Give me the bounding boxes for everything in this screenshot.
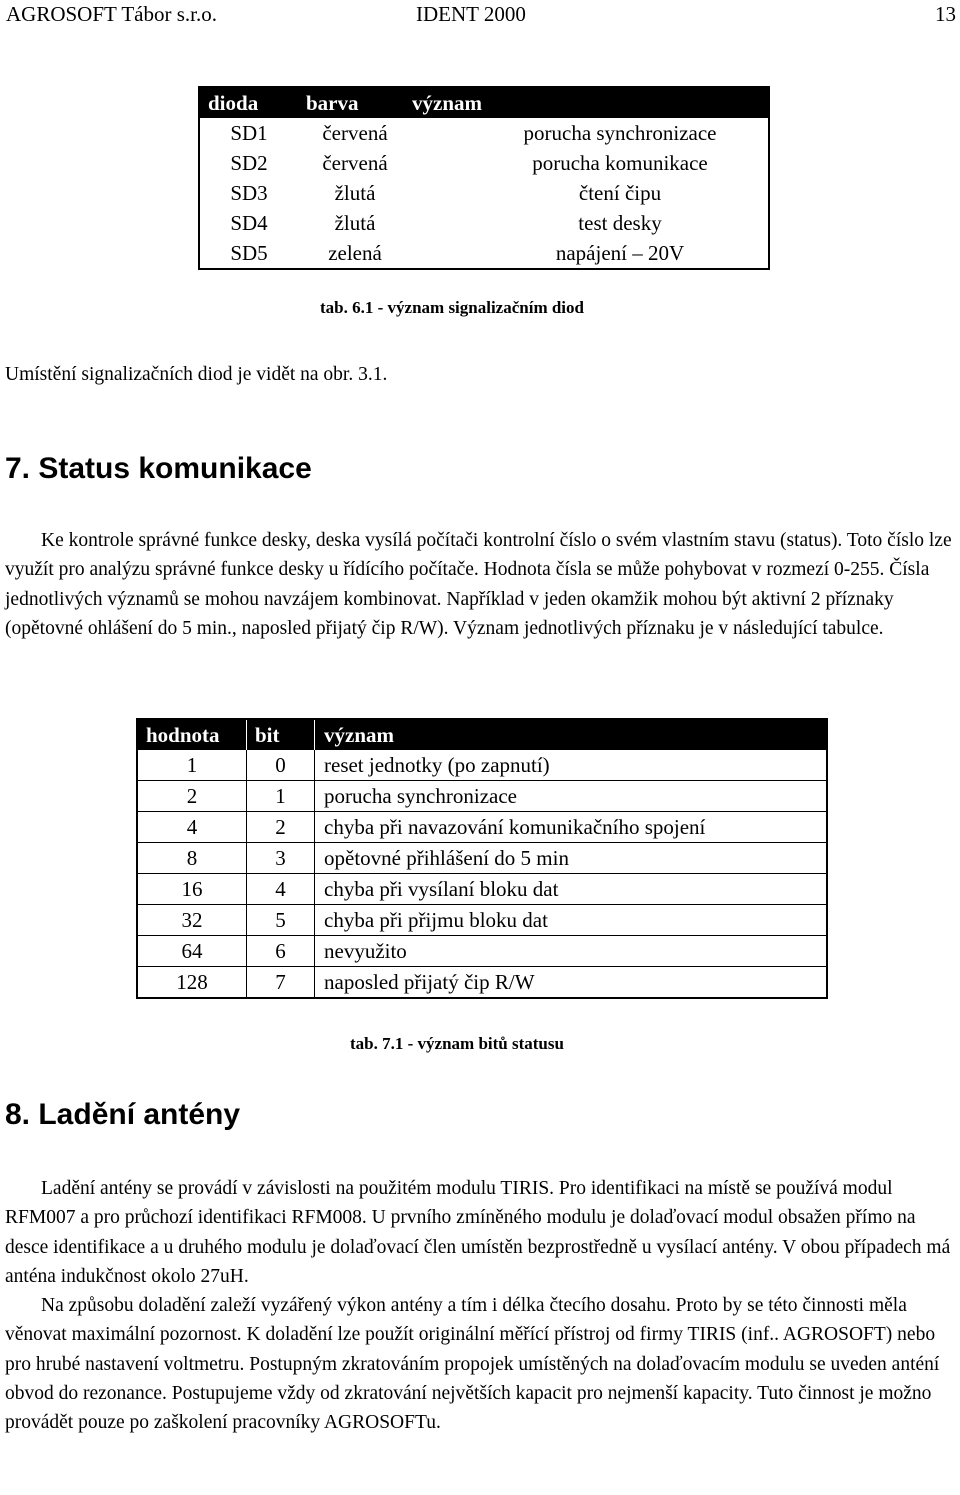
cell-vyznam: reset jednotky (po zapnutí) bbox=[324, 753, 550, 777]
table-header-row bbox=[137, 719, 827, 750]
cell-hodnota: 64 bbox=[137, 936, 247, 967]
cell-bit: 2 bbox=[247, 812, 315, 843]
column-header-vyznam: význam bbox=[315, 719, 828, 750]
cell-barva: červená bbox=[322, 151, 388, 175]
diode-note: Umístění signalizačních diod je vidět na obr. 3.1. bbox=[5, 364, 388, 385]
cell-vyznam: napájení – 20V bbox=[555, 241, 685, 265]
cell-bit: 7 bbox=[247, 967, 315, 999]
cell-bit: 3 bbox=[247, 843, 315, 874]
table-row bbox=[137, 750, 827, 781]
status-table bbox=[136, 718, 828, 999]
cell-vyznam: opětovné přihlášení do 5 min bbox=[315, 843, 828, 874]
status-table-caption: tab. 7.1 - význam bitů statusu bbox=[350, 1034, 564, 1053]
cell-barva: červená bbox=[322, 121, 388, 145]
cell-vyznam: porucha synchronizace bbox=[523, 121, 717, 145]
table-row bbox=[137, 936, 827, 967]
cell-dioda: SD1 bbox=[230, 121, 268, 145]
cell-bit: 0 bbox=[247, 750, 315, 781]
cell-hodnota: 4 bbox=[137, 812, 247, 843]
diode-table bbox=[198, 86, 770, 270]
section-8-paragraph-2: Na způsobu doladění zaleží vyzářený výkon antény a tím i délka čtecího dosahu. Proto by se této činnosti měla věnovat maximální pozornost. K doladění lze použít originální měřící přístroj od firmy TIRIS (inf.. AGROSOFT) nebo pro hrubé nastavení voltmetru. Postupným zkratováním propojek umístěných na dolaďovacím modulu se uveden anténí obvod do rezonance. Postupujeme vždy od zkratování největších kapacit pro nejmenší kapacity. Tuto činnost je možno provádět pouze po zaškolení pracovníky AGROSOFTu. bbox=[5, 1295, 940, 1434]
section-8-paragraph-1: Ladění antény se provádí v závislosti na použitém modulu TIRIS. Pro identifikaci na místě se používá modul RFM007 a pro průchozí identifikaci RFM008. U prvního zmíněného modulu je dolaďovací modul obsažen přímo na desce identifikace a u druhého modulu je dolaďovací člen umístěn bezprostředně u vysílací antény. V obou případech má anténa indukčnost okolo 27uH. bbox=[5, 1178, 951, 1287]
cell-dioda: SD5 bbox=[230, 241, 268, 265]
table-row bbox=[137, 874, 827, 905]
header-page-number: 13 bbox=[935, 2, 956, 26]
page-header bbox=[6, 2, 956, 32]
column-header-dioda: dioda bbox=[199, 87, 298, 118]
cell-hodnota: 1 bbox=[137, 750, 247, 781]
cell-vyznam: nevyužito bbox=[315, 936, 828, 967]
table-header-row bbox=[199, 87, 769, 118]
section-8-heading: 8. Ladění antény bbox=[5, 1098, 241, 1131]
table-row bbox=[137, 843, 827, 874]
cell-hodnota: 2 bbox=[137, 781, 247, 812]
table-row bbox=[199, 118, 769, 148]
cell-dioda: SD3 bbox=[230, 181, 268, 205]
table-row bbox=[137, 781, 827, 812]
cell-bit: 5 bbox=[247, 905, 315, 936]
cell-vyznam: naposled přijatý čip R/W bbox=[315, 967, 828, 999]
table-row bbox=[199, 148, 769, 178]
cell-barva: zelená bbox=[328, 241, 382, 265]
cell-vyznam: chyba při přijmu bloku dat bbox=[315, 905, 828, 936]
cell-vyznam: čtení čipu bbox=[578, 181, 662, 205]
cell-hodnota: 32 bbox=[137, 905, 247, 936]
section-7-heading: 7. Status komunikace bbox=[5, 452, 312, 485]
cell-hodnota: 8 bbox=[137, 843, 247, 874]
cell-vyznam: porucha synchronizace bbox=[315, 781, 828, 812]
cell-vyznam: test desky bbox=[578, 211, 662, 235]
column-header-hodnota: hodnota bbox=[137, 719, 247, 750]
header-product: IDENT 2000 bbox=[416, 2, 526, 26]
section-8-paragraph-block bbox=[5, 1174, 955, 1438]
cell-bit: 4 bbox=[247, 874, 315, 905]
cell-barva: žlutá bbox=[334, 211, 376, 235]
header-company: AGROSOFT Tábor s.r.o. bbox=[6, 2, 217, 26]
table-row bbox=[199, 178, 769, 208]
table-row bbox=[199, 208, 769, 238]
column-header-vyznam: význam bbox=[412, 87, 769, 118]
cell-dioda: SD4 bbox=[230, 211, 268, 235]
column-header-bit: bit bbox=[247, 719, 315, 750]
column-header-barva: barva bbox=[298, 87, 412, 118]
table-row bbox=[137, 967, 827, 999]
cell-vyznam: porucha komunikace bbox=[532, 151, 708, 175]
cell-vyznam: chyba při navazování komunikačního spojení bbox=[315, 812, 828, 843]
section-7-paragraph-block bbox=[5, 526, 955, 643]
table-row bbox=[137, 812, 827, 843]
table-row bbox=[199, 238, 769, 269]
cell-hodnota: 128 bbox=[137, 967, 247, 999]
table-row bbox=[137, 905, 827, 936]
cell-bit: 6 bbox=[247, 936, 315, 967]
cell-barva: žlutá bbox=[334, 181, 376, 205]
cell-hodnota: 16 bbox=[137, 874, 247, 905]
cell-bit: 1 bbox=[247, 781, 315, 812]
diode-table-caption: tab. 6.1 - význam signalizačním diod bbox=[320, 298, 584, 317]
cell-vyznam: chyba při vysílaní bloku dat bbox=[315, 874, 828, 905]
cell-dioda: SD2 bbox=[230, 151, 268, 175]
section-7-paragraph: Ke kontrole správné funkce desky, deska vysílá počítači kontrolní číslo o svém vlastním stavu (status). Toto číslo lze využít pro analýzu správné funkce desky u řídícího počítače. Hodnota čísla se může pohybovat v rozmezí 0-255. Čísla jednotlivých významů se mohou navzájem kombinovat. Například v jeden okamžik mohou být aktivní 2 příznaky (opětovné ohlášení do 5 min., naposled přijatý čip R/W). Význam jednotlivých příznaku je v následující tabulce. bbox=[5, 530, 952, 639]
